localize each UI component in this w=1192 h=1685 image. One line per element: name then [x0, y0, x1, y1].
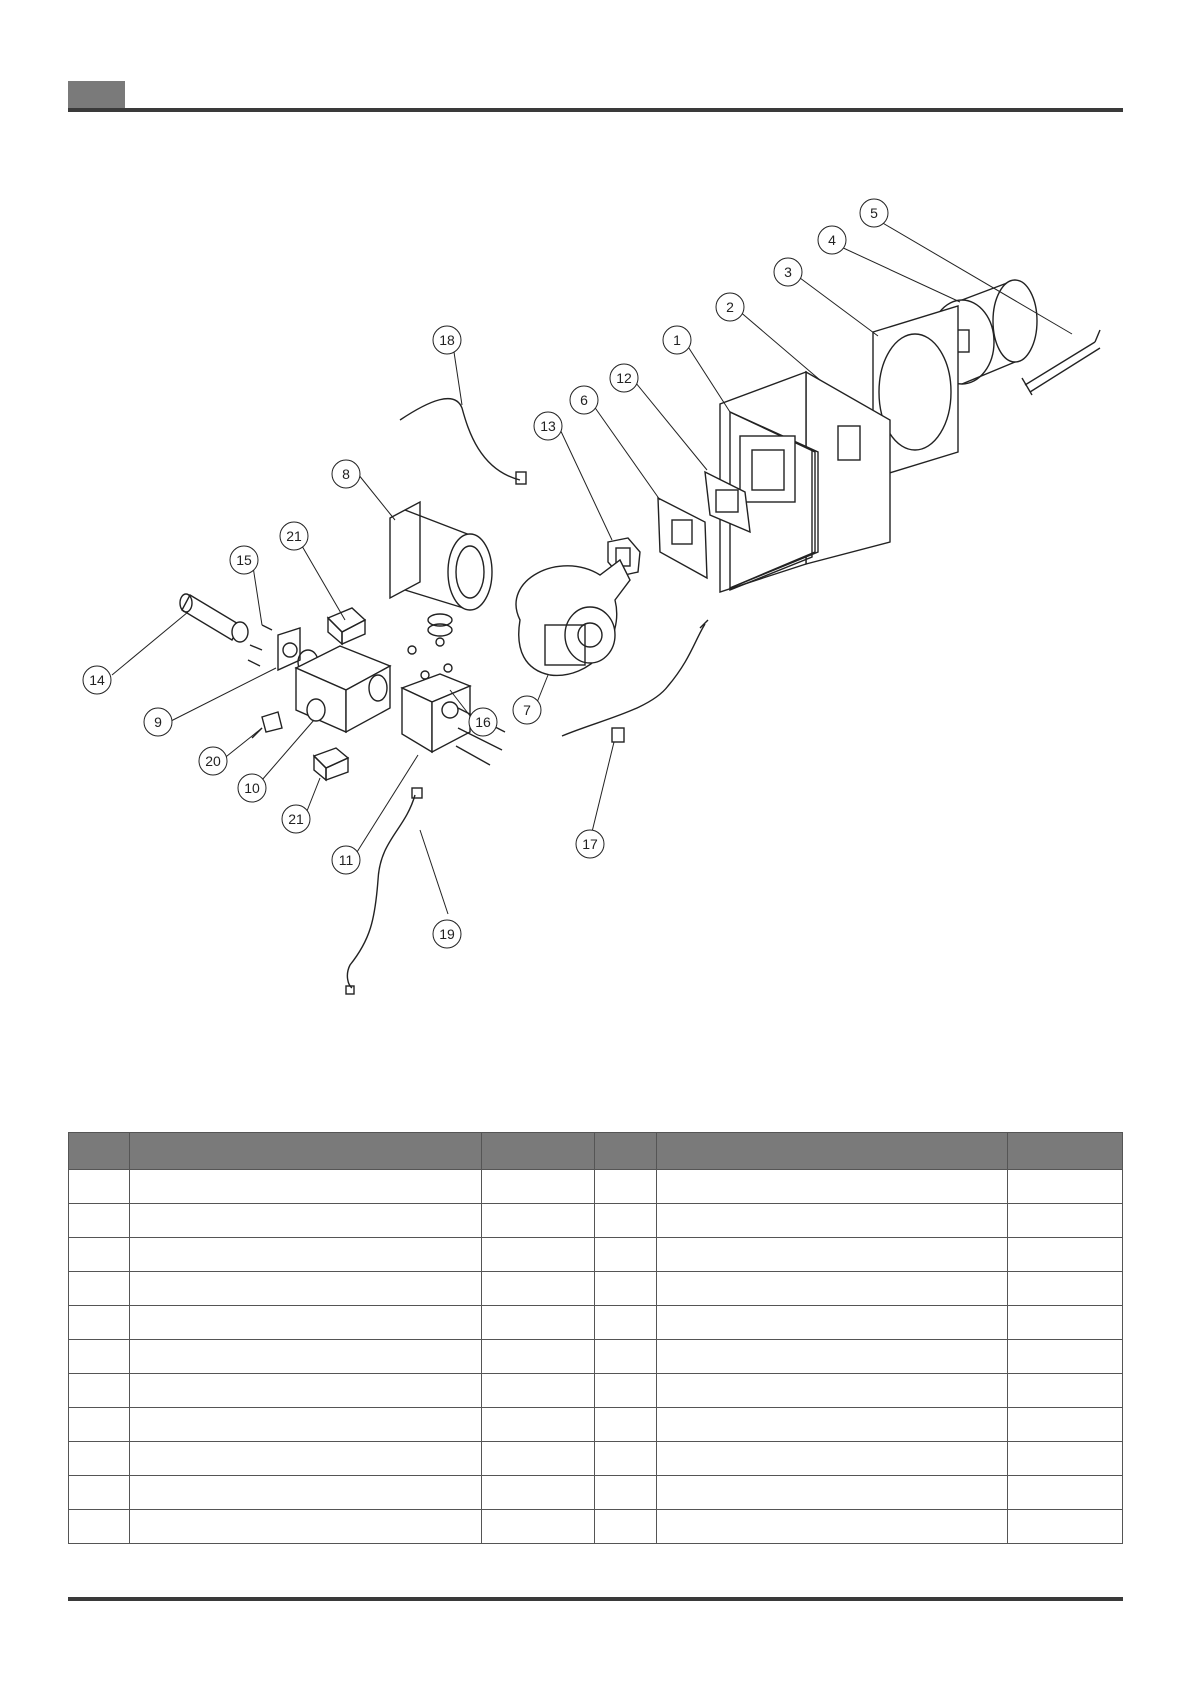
table-cell [130, 1204, 482, 1238]
table-cell [1008, 1374, 1123, 1408]
table-cell [595, 1238, 657, 1272]
table-cell [482, 1306, 595, 1340]
callout-8: 8 [342, 466, 350, 482]
table-cell [657, 1476, 1008, 1510]
part-actuator-upper [328, 608, 365, 644]
table-cell [482, 1408, 595, 1442]
table-cell [657, 1442, 1008, 1476]
callout-11: 11 [338, 852, 354, 868]
table-cell [657, 1204, 1008, 1238]
table-cell [69, 1306, 130, 1340]
table-cell [657, 1170, 1008, 1204]
table-cell [1008, 1510, 1123, 1544]
table-cell [595, 1170, 657, 1204]
footer-rule [68, 1597, 1123, 1601]
table-cell [482, 1510, 595, 1544]
table-cell [130, 1408, 482, 1442]
table-cell [69, 1340, 130, 1374]
callout-21-upper: 21 [286, 528, 302, 544]
callout-16: 16 [475, 714, 491, 730]
table-cell [130, 1272, 482, 1306]
table-cell [1008, 1306, 1123, 1340]
callout-12: 12 [616, 370, 632, 386]
callout-3: 3 [784, 264, 792, 280]
table-row [69, 1374, 1123, 1408]
table-cell [1008, 1476, 1123, 1510]
callout-21-lower: 21 [288, 811, 304, 827]
table-cell [130, 1170, 482, 1204]
table-cell [657, 1238, 1008, 1272]
callout-5: 5 [870, 205, 878, 221]
table-cell [595, 1442, 657, 1476]
table-header-row [69, 1133, 1123, 1170]
col-header-no-left [69, 1133, 130, 1170]
table-cell [69, 1442, 130, 1476]
table-cell [657, 1374, 1008, 1408]
table-cell [130, 1340, 482, 1374]
callout-6: 6 [580, 392, 588, 408]
table-cell [1008, 1204, 1123, 1238]
table-cell [130, 1374, 482, 1408]
table-row [69, 1238, 1123, 1272]
table-body [69, 1170, 1123, 1544]
table-cell [130, 1510, 482, 1544]
part-plug [252, 712, 282, 738]
col-header-code-left [482, 1133, 595, 1170]
col-header-code-right [1008, 1133, 1123, 1170]
callout-15: 15 [236, 552, 252, 568]
part-fan [516, 560, 630, 675]
table-cell [657, 1340, 1008, 1374]
table-cell [1008, 1238, 1123, 1272]
table-cell [657, 1306, 1008, 1340]
table-cell [482, 1272, 595, 1306]
table-cell [1008, 1408, 1123, 1442]
table-cell [595, 1408, 657, 1442]
table-cell [595, 1272, 657, 1306]
table-cell [482, 1238, 595, 1272]
callout-2: 2 [726, 299, 734, 315]
part-screws [248, 625, 272, 666]
part-adaptor-plate [658, 498, 707, 578]
table-cell [595, 1204, 657, 1238]
table-row [69, 1408, 1123, 1442]
part-gas-valve [296, 646, 390, 732]
table-cell [482, 1170, 595, 1204]
table-cell [482, 1476, 595, 1510]
table-cell [482, 1442, 595, 1476]
callout-13: 13 [540, 418, 556, 434]
callout-20: 20 [205, 753, 221, 769]
part-actuator-lower [314, 748, 348, 780]
part-harness [346, 788, 422, 994]
callout-17: 17 [582, 836, 598, 852]
table-cell [69, 1170, 130, 1204]
parts-table [68, 1132, 1123, 1544]
table-cell [130, 1442, 482, 1476]
table-row [69, 1442, 1123, 1476]
table-cell [130, 1238, 482, 1272]
table-row [69, 1510, 1123, 1544]
table-row [69, 1170, 1123, 1204]
table-row [69, 1476, 1123, 1510]
table-cell [69, 1476, 130, 1510]
part-hose [180, 594, 248, 642]
callout-7: 7 [523, 702, 531, 718]
col-header-no-right [595, 1133, 657, 1170]
table-cell [1008, 1272, 1123, 1306]
exploded-parts-diagram [0, 180, 1192, 1040]
table-cell [482, 1204, 595, 1238]
table-row [69, 1340, 1123, 1374]
table-row [69, 1272, 1123, 1306]
table-cell [657, 1510, 1008, 1544]
table-row [69, 1204, 1123, 1238]
part-nuts [408, 624, 452, 679]
table-cell [130, 1476, 482, 1510]
header-rule [68, 108, 1123, 112]
callout-14: 14 [89, 672, 105, 688]
callout-19: 19 [439, 926, 455, 942]
table-cell [657, 1272, 1008, 1306]
table-cell [69, 1374, 130, 1408]
col-header-description-right [657, 1133, 1008, 1170]
part-sensor-cable [400, 399, 526, 484]
table-cell [1008, 1442, 1123, 1476]
table-cell [69, 1510, 130, 1544]
col-header-description-left [130, 1133, 482, 1170]
callout-10: 10 [244, 780, 260, 796]
table-cell [69, 1204, 130, 1238]
table-cell [69, 1238, 130, 1272]
table-cell [1008, 1340, 1123, 1374]
header-tab [68, 81, 125, 109]
table-cell [69, 1408, 130, 1442]
part-air-tube [390, 502, 492, 626]
table-cell [657, 1408, 1008, 1442]
callout-9: 9 [154, 714, 162, 730]
table-cell [130, 1306, 482, 1340]
table-cell [595, 1374, 657, 1408]
table-cell [1008, 1170, 1123, 1204]
callout-1: 1 [673, 332, 681, 348]
table-cell [69, 1272, 130, 1306]
table-cell [595, 1510, 657, 1544]
callout-18: 18 [439, 332, 455, 348]
table-cell [595, 1476, 657, 1510]
table-cell [595, 1306, 657, 1340]
callout-4: 4 [828, 232, 836, 248]
table-cell [482, 1374, 595, 1408]
table-cell [595, 1340, 657, 1374]
table-row [69, 1306, 1123, 1340]
table-cell [482, 1340, 595, 1374]
